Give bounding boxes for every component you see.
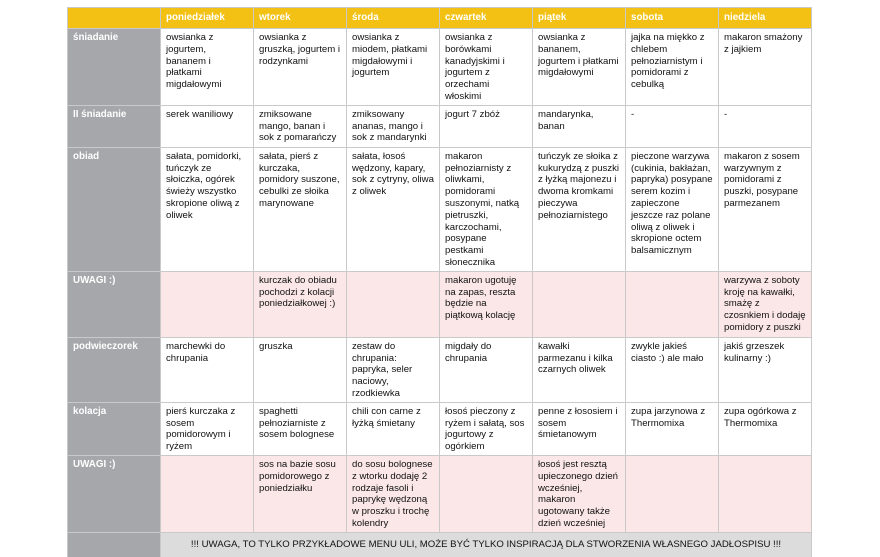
meal-cell: zupa jarzynowa z Thermomixa bbox=[626, 402, 719, 455]
meal-cell: - bbox=[719, 105, 812, 147]
note-cell bbox=[719, 455, 812, 532]
meal-cell: chili con carne z łyżką śmietany bbox=[347, 402, 440, 455]
meal-cell: owsianka z gruszką, jogurtem i rodzynkami bbox=[254, 29, 347, 106]
note-cell bbox=[161, 455, 254, 532]
meal-cell: makaron pełnoziarnisty z oliwkami, pomidorami suszonymi, natką pietruszki, karczochami, posypane pestkami słonecznika bbox=[440, 147, 533, 271]
meal-cell: owsianka z bananem, jogurtem i płatkami migdałowymi bbox=[533, 29, 626, 106]
corner-cell bbox=[68, 8, 161, 29]
note-cell bbox=[626, 455, 719, 532]
meal-row-dinner bbox=[68, 402, 812, 455]
note-cell bbox=[440, 455, 533, 532]
meal-cell: jajka na miękko z chlebem pełnoziarnistym i pomidorami z cebulką bbox=[626, 29, 719, 106]
row-label: UWAGI :) bbox=[68, 455, 161, 532]
meal-cell: pierś kurczaka z sosem pomidorowym i ryżem bbox=[161, 402, 254, 455]
meal-cell: marchewki do chrupania bbox=[161, 337, 254, 402]
row-label: II śniadanie bbox=[68, 105, 161, 147]
notes-row-dinner bbox=[68, 455, 812, 532]
note-cell: łosoś jest resztą upieczonego dzień wcześniej, makaron ugotowany także dzień wcześniej bbox=[533, 455, 626, 532]
day-header: sobota bbox=[626, 8, 719, 29]
notes-row-lunch bbox=[68, 271, 812, 337]
day-header: środa bbox=[347, 8, 440, 29]
meal-cell: mandarynka, banan bbox=[533, 105, 626, 147]
meal-cell: penne z łososiem i sosem śmietanowym bbox=[533, 402, 626, 455]
meal-cell: - bbox=[626, 105, 719, 147]
meal-cell: serek waniliowy bbox=[161, 105, 254, 147]
row-label: kolacja bbox=[68, 402, 161, 455]
meal-cell: sałata, pomidorki, tuńczyk ze słoiczka, ogórek świeży wszystko skropione oliwą z oliwek bbox=[161, 147, 254, 271]
footer-row bbox=[68, 532, 812, 556]
row-label: podwieczorek bbox=[68, 337, 161, 402]
note-cell: makaron ugotuję na zapas, reszta będzie na piątkową kolację bbox=[440, 271, 533, 337]
meal-cell: makaron z sosem warzywnym z pomidorami z puszki, posypane parmezanem bbox=[719, 147, 812, 271]
meal-cell: zestaw do chrupania: papryka, seler naciowy, rzodkiewka bbox=[347, 337, 440, 402]
meal-cell: tuńczyk ze słoika z kukurydzą z puszki z łyżką majonezu i dwoma kromkami pieczywa pełnoziarnistego bbox=[533, 147, 626, 271]
note-cell: warzywa z soboty kroję na kawałki, smażę z czosnkiem i dodaję pomidory z puszki bbox=[719, 271, 812, 337]
meal-cell: jakiś grzeszek kulinarny :) bbox=[719, 337, 812, 402]
day-header: piątek bbox=[533, 8, 626, 29]
note-cell: kurczak do obiadu pochodzi z kolacji poniedziałkowej :) bbox=[254, 271, 347, 337]
row-label: śniadanie bbox=[68, 29, 161, 106]
disclaimer-text: !!! UWAGA, TO TYLKO PRZYKŁADOWE MENU ULI, MOŻE BYĆ TYLKO INSPIRACJĄ DLA STWORZENIA WŁASNEGO JADŁOSPISU !!! bbox=[161, 532, 812, 556]
meal-cell: makaron smażony z jajkiem bbox=[719, 29, 812, 106]
meal-plan-table bbox=[67, 7, 812, 557]
row-label: UWAGI :) bbox=[68, 271, 161, 337]
meal-row-afternoon-snack bbox=[68, 337, 812, 402]
meal-cell: sałata, pierś z kurczaka, pomidory suszone, cebulki ze słoika marynowane bbox=[254, 147, 347, 271]
meal-cell: zmiksowane mango, banan i sok z pomarańczy bbox=[254, 105, 347, 147]
meal-cell: zwykle jakieś ciasto :) ale mało bbox=[626, 337, 719, 402]
day-header: wtorek bbox=[254, 8, 347, 29]
meal-cell: zupa ogórkowa z Thermomixa bbox=[719, 402, 812, 455]
meal-cell: owsianka z miodem, płatkami migdałowymi i jogurtem bbox=[347, 29, 440, 106]
meal-row-lunch bbox=[68, 147, 812, 271]
day-header: czwartek bbox=[440, 8, 533, 29]
row-label: obiad bbox=[68, 147, 161, 271]
note-cell bbox=[626, 271, 719, 337]
note-cell: sos na bazie sosu pomidorowego z poniedziałku bbox=[254, 455, 347, 532]
note-cell bbox=[533, 271, 626, 337]
meal-row-second-breakfast bbox=[68, 105, 812, 147]
meal-cell: łosoś pieczony z ryżem i sałatą, sos jogurtowy z ogórkiem bbox=[440, 402, 533, 455]
meal-cell: owsianka z jogurtem, bananem i płatkami migdałowymi bbox=[161, 29, 254, 106]
meal-cell: jogurt 7 zbóż bbox=[440, 105, 533, 147]
day-header: niedziela bbox=[719, 8, 812, 29]
meal-cell: sałata, łosoś wędzony, kapary, sok z cytryny, oliwa z oliwek bbox=[347, 147, 440, 271]
meal-cell: spaghetti pełnoziarniste z sosem bolognese bbox=[254, 402, 347, 455]
meal-cell: gruszka bbox=[254, 337, 347, 402]
header-row bbox=[68, 8, 812, 29]
note-cell: do sosu bolognese z wtorku dodaję 2 rodzaje fasoli i paprykę wędzoną w proszku i trochę kolendry bbox=[347, 455, 440, 532]
meal-cell: kawałki parmezanu i kilka czarnych oliwek bbox=[533, 337, 626, 402]
meal-cell: migdały do chrupania bbox=[440, 337, 533, 402]
meal-cell: pieczone warzywa (cukinia, bakłażan, papryka) posypane serem kozim i zapieczone jeszcze raz polane oliwą z oliwek i skropione octem balsamicznym bbox=[626, 147, 719, 271]
meal-row-breakfast bbox=[68, 29, 812, 106]
note-cell bbox=[161, 271, 254, 337]
day-header: poniedziałek bbox=[161, 8, 254, 29]
footer-label-cell bbox=[68, 532, 161, 556]
note-cell bbox=[347, 271, 440, 337]
meal-cell: owsianka z borówkami kanadyjskimi i jogurtem z orzechami włoskimi bbox=[440, 29, 533, 106]
meal-cell: zmiksowany ananas, mango i sok z mandarynki bbox=[347, 105, 440, 147]
